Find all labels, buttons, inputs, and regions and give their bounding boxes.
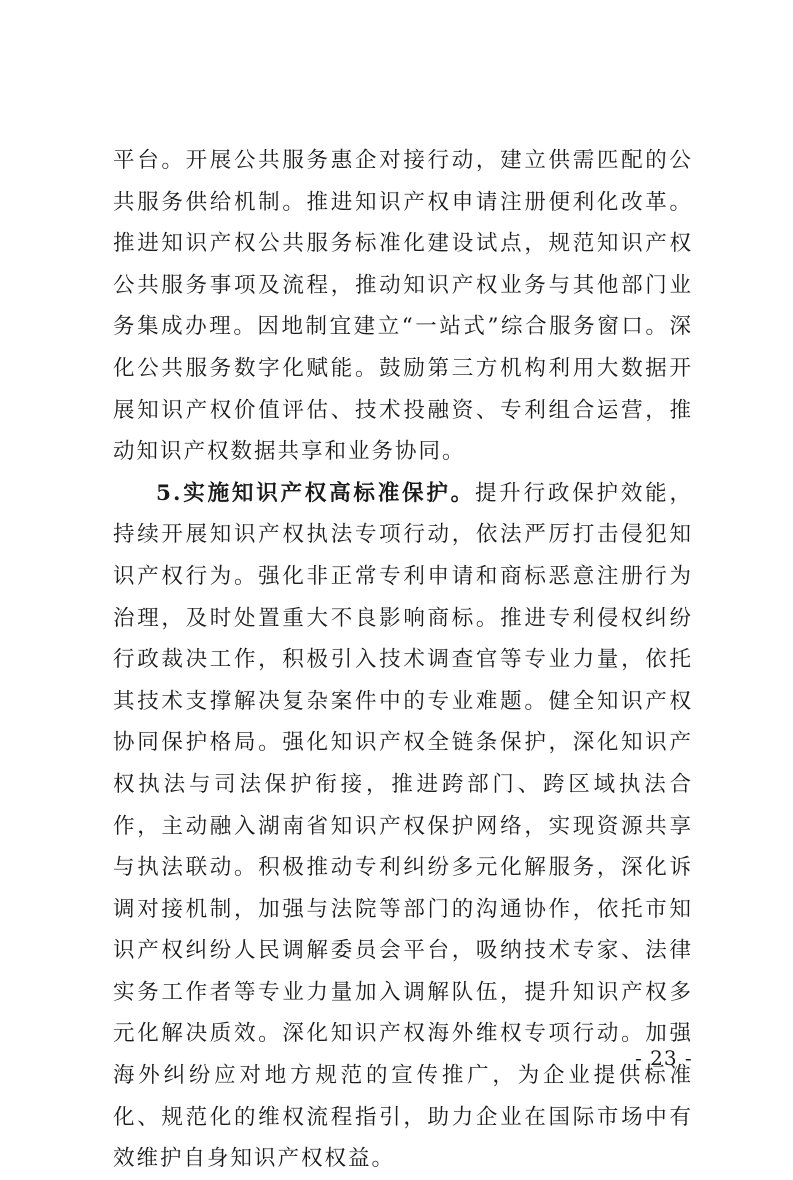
body-text (113, 140, 693, 1180)
paragraph-text: 平台。开展公共服务惠企对接行动，建立供需匹配的公共服务供给机制。推进知识产权申请注册便利化改革。推进知识产权公共服务标准化建设试点，规范知识产权公共服务事项及流程，推动知识产权业务与其他部门业务集成办理。因地制宜建立“一站式”综合服务窗口。深化公共服务数字化赋能。鼓励第三方机构利用大数据开展知识产权价值评估、技术投融资、专利组合运营，推动知识产权数据共享和业务协同。 (113, 148, 693, 465)
section-heading: 5.实施知识产权高标准保护。 (156, 480, 475, 506)
paragraph-public-service (113, 140, 693, 473)
paragraph-text: 提升行政保护效能，持续开展知识产权执法专项行动，依法严厉打击侵犯知识产权行为。强化非正常专利申请和商标恶意注册行为治理，及时处置重大不良影响商标。推进专利侵权纠纷行政裁决工作，积极引入技术调查官等专业力量，依托其技术支撑解决复杂案件中的专业难题。健全知识产权协同保护格局。强化知识产权全链条保护，深化知识产权执法与司法保护衔接，推进跨部门、跨区域执法合作，主动融入湖南省知识产权保护网络，实现资源共享与执法联动。积极推动专利纠纷多元化解服务，深化诉调对接机制，加强与法院等部门的沟通协作，依托市知识产权纠纷人民调解委员会平台，吸纳技术专家、法律实务工作者等专业力量加入调解队伍，提升知识产权多元化解决质效。深化知识产权海外维权专项行动。加强海外纠纷应对地方规范的宣传推广，为企业提供标准化、规范化的维权流程指引，助力企业在国际市场中有效维护自身知识产权权益。 (113, 480, 693, 1172)
paragraph-ip-protection (113, 473, 693, 1180)
page-number: - 23 - (635, 1046, 693, 1070)
